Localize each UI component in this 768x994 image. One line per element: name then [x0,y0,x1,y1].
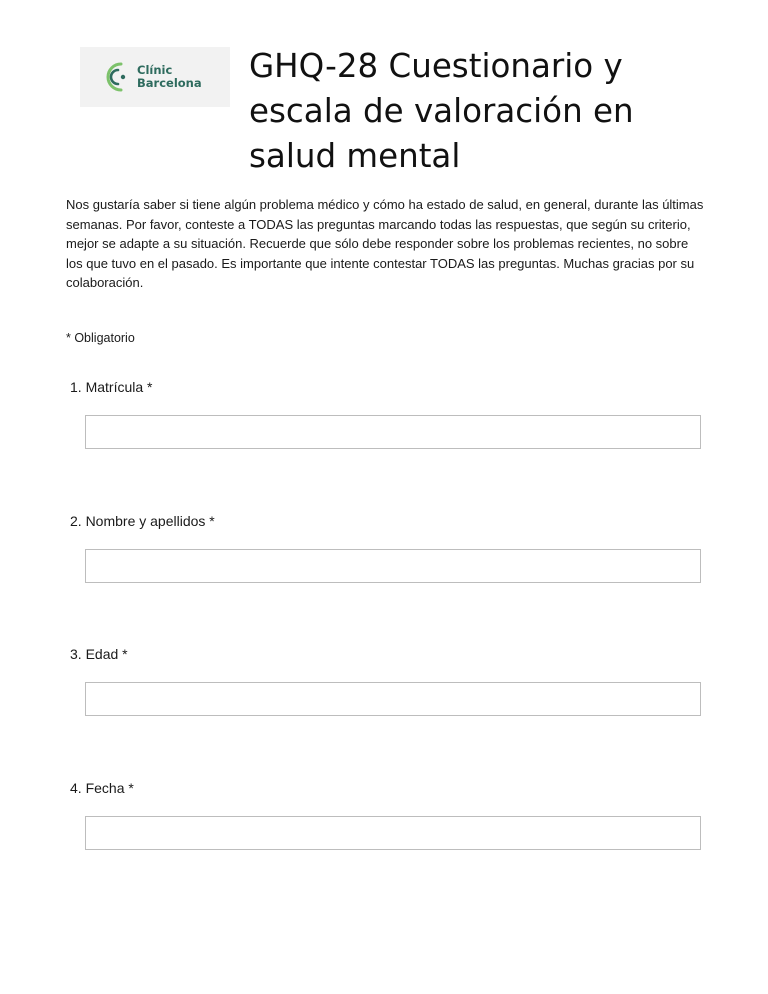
matricula-input[interactable] [85,415,701,449]
question-label-matricula: 1. Matrícula * [70,379,153,395]
form-description: Nos gustaría saber si tiene algún problema médico y cómo ha estado de salud, en general, durante las últimas semanas. Por favor, conteste a TODAS las preguntas marcando todas las respuestas, que según su criterio, mejor se adapte a su situación. Recuerde que sólo debe responder sobre los problemas recientes, no sobre los que tuvo en el pasado. Es importante que intente contestar TODAS las preguntas. Muchas gracias por su colaboración. [66,197,704,291]
question-label-nombre: 2. Nombre y apellidos * [70,513,215,529]
clinic-logo-icon [104,60,130,94]
question-label-edad: 3. Edad * [70,646,128,662]
required-note: * Obligatorio [66,331,135,345]
question-label-fecha: 4. Fecha * [70,780,134,796]
logo-line-2: Barcelona [137,76,202,90]
fecha-input[interactable] [85,816,701,850]
logo-line-1: Clínic [137,63,173,77]
edad-input[interactable] [85,682,701,716]
hospital-logo [80,47,230,107]
nombre-apellidos-input[interactable] [85,549,701,583]
form-title: GHQ-28 Cuestionario y escala de valoración en salud mental [249,47,634,175]
logo-text [137,64,202,90]
